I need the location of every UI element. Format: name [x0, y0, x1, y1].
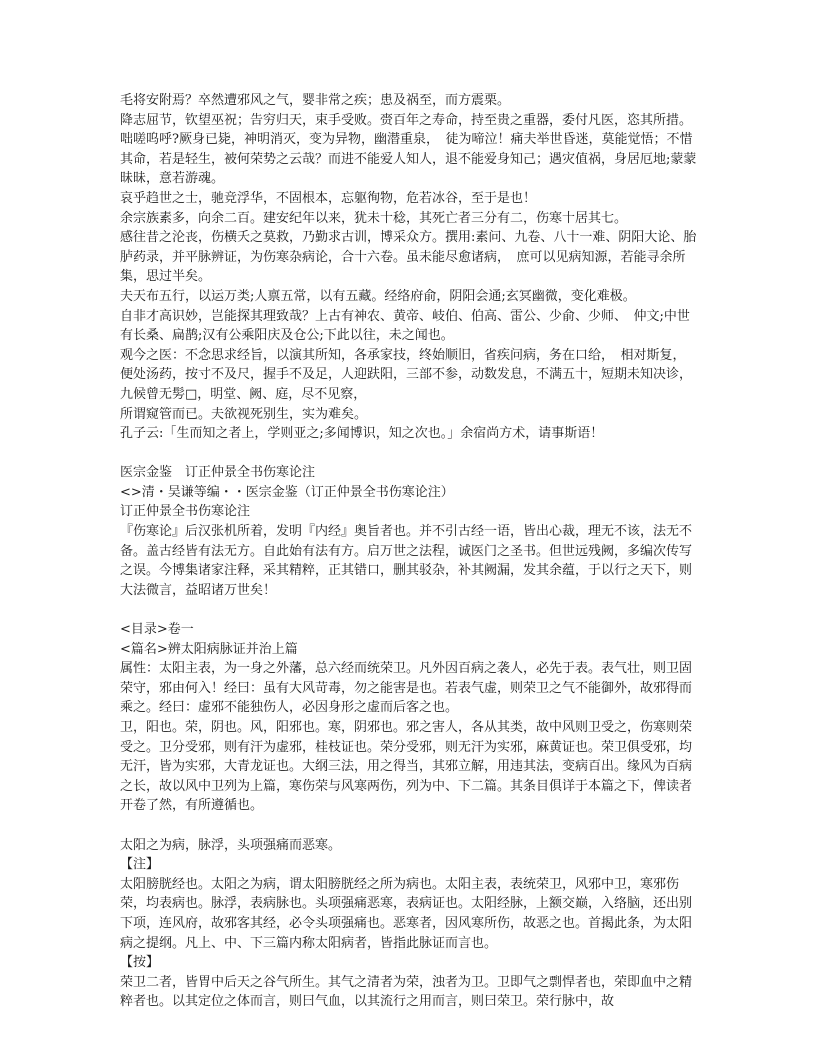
note-paragraph: 太阳膀胱经也。太阳之为病，谓太阳膀胱经之所为病也。太阳主表，表统荣卫，风邪中卫，寒邪伤荣，均表病也。脉浮，表病脉也。头项强痛恶寒，表病证也。太阳经脉，上额交巅，入络脑，还出别下项，连风府，故邪客其经，必令头项强痛也。恶寒者，因风寒所伤，故恶之也。首揭此条，为太阳病之提纲。凡上、中、下三篇内称太阳病者，皆指此脉证而言也。 — [120, 876, 693, 951]
blank-line — [120, 816, 698, 836]
preface-paragraph: 降志屈节，钦望巫祝；告穷归天，束手受败。赍百年之寿命，持至贵之重器，委付凡医，恣其所措。咄嗟呜呼?厥身已毙，神明消灭，变为异物，幽潜重泉， 徒为啼泣！痛夫举世昏迷，莫能觉悟；不惜其命，若是轻生，被何荣势之云哉？而进不能爱人知人，退不能爱身知己；遇灾值祸，身居厄地;蒙蒙昧昧，意若游魂。 — [120, 112, 697, 187]
clause-section — [120, 836, 698, 1012]
chapter-section — [120, 620, 698, 816]
book-source: <>清・吴谦等编・・医宗金鉴（订正仲景全书伤寒论注） — [120, 484, 454, 500]
attribute-paragraph: 属性：太阳主表，为一身之外藩，总六经而统荣卫。凡外因百病之袭人，必先于表。表气壮，则卫固荣守，邪由何入！经曰：虽有大风苛毒，勿之能害是也。若表气虚，则荣卫之气不能御外，故邪得而乘之。经曰：虚邪不能独伤人，必因身形之虚而后客之也。 — [120, 661, 693, 716]
preface-paragraph: 毛将安附焉？卒然遭邪风之气，婴非常之疾；患及祸至，而方震栗。 — [120, 93, 511, 108]
comment-paragraph: 荣卫二者，皆胃中后天之谷气所生。其气之清者为荣，浊者为卫。卫即气之剽悍者也，荣即血中之精粹者也。以其定位之体而言，则曰气血，以其流行之用而言，则曰荣卫。荣行脉中，故 — [120, 974, 693, 1010]
blank-line — [120, 600, 698, 620]
preface-paragraph: 观今之医：不念思求经旨，以演其所知，各承家技，终始顺旧，省疾问病，务在口给， 相对斯复，便处汤药，按寸不及尺，握手不及足，人迎趺阳，三部不参，动数发息，不满五十，短期未知决诊，九候曾无髣□，明堂、阙、庭，尽不见察， — [120, 347, 693, 402]
section-title: <篇名>辨太阳病脉证并治上篇 — [120, 641, 298, 657]
preface-paragraph: 孔子云:「生而知之者上，学则亚之;多闻博识，知之次也。」余宿尚方术，请事斯语！ — [120, 426, 604, 442]
book-title: 医宗金鉴 订正仲景全书伤寒论注 — [120, 465, 316, 481]
preface-paragraph: 夫天布五行，以运万类;人禀五常，以有五藏。经络府俞，阴阳会通;玄冥幽微，变化难极。 — [120, 288, 636, 304]
book-section — [120, 463, 698, 600]
clause-text: 太阳之为病，脉浮，头项强痛而恶寒。 — [120, 837, 342, 853]
attribute-paragraph: 卫，阳也。荣，阴也。风，阳邪也。寒，阴邪也。邪之害人，各从其类，故中风则卫受之，伤寒则荣受之。卫分受邪，则有汗为虚邪，桂枝证也。荣分受邪，则无汗为实邪，麻黄证也。荣卫俱受邪，均无汗，皆为实邪，大青龙证也。大纲三法，用之得当，其邪立解，用违其法，变病百出。缘风为百病之长，故以风中卫列为上篇，寒伤荣与风寒两伤，列为中、下二篇。其条目俱详于本篇之下，俾读者开卷了然，有所遵循也。 — [120, 720, 693, 814]
preface-paragraph: 自非才高识妙，岂能探其理致哉？上古有神农、黄帝、岐伯、伯高、雷公、少俞、少师、 仲文;中世有长桑、扁鹊;汉有公乘阳庆及仓公;下此以往，未之闻也。 — [120, 308, 690, 344]
preface-paragraph: 感往昔之沦丧，伤横夭之莫救，乃勤求古训，博采众方。撰用:素问、九卷、八十一难、阴阳大论、胎胪药录，并平脉辨证，为伤寒杂病论，合十六卷。虽未能尽愈诸病， 庶可以见病知源，若能寻余所集，思过半矣。 — [120, 230, 697, 285]
document-page — [120, 91, 698, 1012]
comment-label: 【按】 — [120, 955, 160, 971]
preface-section — [120, 91, 698, 444]
blank-line — [120, 444, 698, 464]
preface-paragraph: 余宗族素多，向余二百。建安纪年以来，犹未十稔，其死亡者三分有二，伤寒十居其七。 — [120, 210, 628, 226]
preface-paragraph: 所谓窥管而已。夫欲视死别生，实为难矣。 — [120, 406, 368, 422]
note-label: 【注】 — [120, 857, 160, 873]
preface-paragraph: 哀乎趋世之士，驰竞浮华，不固根本，忘躯徇物，危若冰谷，至于是也！ — [120, 190, 537, 206]
book-subtitle: 订正仲景全书伤寒论注 — [120, 504, 251, 520]
book-intro: 『伤寒论』后汉张机所着，发明『内经』奥旨者也。并不引古经一语，皆出心裁，理无不该，法无不备。盖古经皆有法无方。自此始有法有方。启万世之法程，诚医门之圣书。但世远残阙，多编次传写之误。今博集诸家注释，采其精粹，正其错口，删其驳杂，补其阙漏，发其余蕴，于以行之天下，则大法微言，益昭诸万世矣！ — [120, 524, 693, 598]
toc-line: <目录>卷一 — [120, 622, 194, 638]
